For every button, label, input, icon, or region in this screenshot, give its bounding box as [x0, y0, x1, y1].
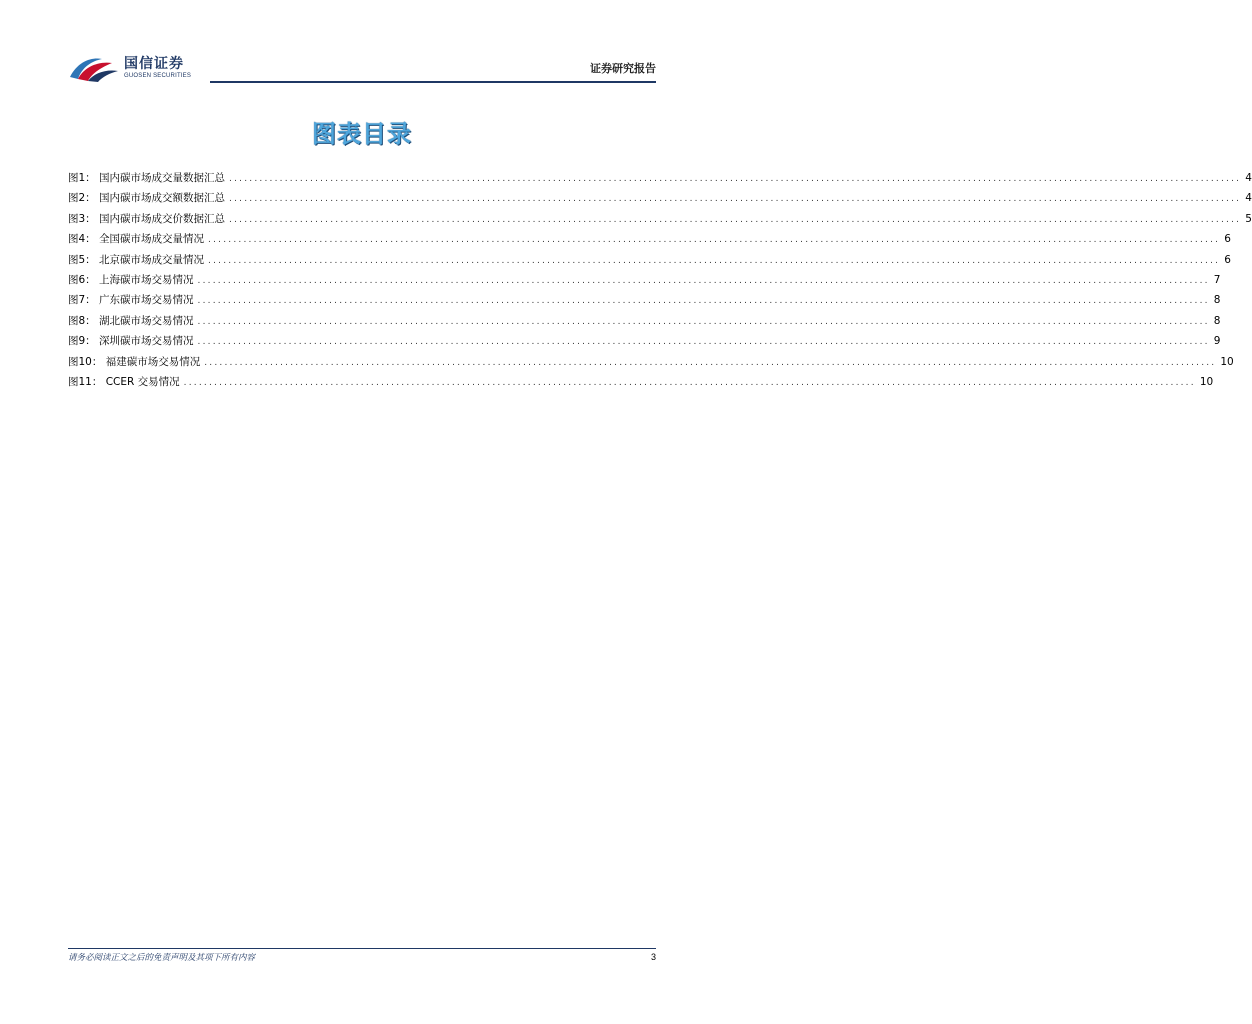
toc-list [68, 170, 1252, 394]
toc-entry-label: 图2： 国内碳市场成交额数据汇总 [68, 192, 226, 205]
toc-entry-label: 图8： 湖北碳市场交易情况 [68, 314, 194, 327]
page-number: 3 [650, 952, 656, 962]
toc-entry-label: 图10： 福建碳市场交易情况 [68, 355, 201, 368]
toc-entry[interactable] [68, 252, 1231, 272]
toc-entry-page: 4 [1245, 192, 1252, 205]
toc-entry-label: 图11： CCER 交易情况 [68, 375, 180, 388]
toc-entry[interactable] [68, 211, 1252, 231]
toc-entry[interactable] [68, 292, 1221, 312]
toc-entry-page: 8 [1213, 314, 1221, 327]
page-header [68, 48, 656, 88]
toc-entry-label: 图1： 国内碳市场成交量数据汇总 [68, 172, 226, 184]
toc-entry-page: 6 [1224, 253, 1231, 266]
toc-leader-dots: ........................................................................................................................................................................................................ [229, 214, 1242, 225]
header-divider [210, 81, 656, 83]
toc-entry-label: 图3： 国内碳市场成交价数据汇总 [68, 212, 226, 225]
toc-leader-dots: ........................................................................................................................................................................................................ [197, 337, 1210, 348]
toc-entry[interactable] [68, 272, 1221, 292]
toc-entry[interactable] [68, 170, 1252, 190]
toc-leader-dots: ........................................................................................................................................................................................................ [229, 194, 1242, 205]
toc-leader-dots: ........................................................................................................................................................................................................ [183, 377, 1196, 388]
report-type-label: 证券研究报告 [590, 62, 656, 75]
footer-disclaimer: 请务必阅读正文之后的免责声明及其项下所有内容 [68, 953, 256, 963]
toc-entry[interactable] [68, 313, 1221, 333]
toc-entry[interactable] [68, 374, 1214, 394]
toc-entry-page: 10 [1199, 375, 1214, 388]
toc-entry-label: 图4： 全国碳市场成交量情况 [68, 233, 205, 246]
toc-leader-dots: ........................................................................................................................................................................................................ [197, 316, 1210, 327]
toc-leader-dots: ........................................................................................................................................................................................................ [197, 275, 1210, 286]
toc-entry[interactable] [68, 333, 1221, 353]
toc-entry-page: 8 [1213, 294, 1221, 307]
toc-leader-dots: ........................................................................................................................................................................................................ [197, 296, 1210, 307]
toc-entry-label: 图7： 广东碳市场交易情况 [68, 294, 194, 307]
toc-entry[interactable] [68, 190, 1252, 210]
logo-chinese-name: 国信证券 [124, 56, 184, 72]
toc-leader-dots: ........................................................................................................................................................................................................ [229, 174, 1242, 184]
toc-entry-page: 7 [1213, 273, 1221, 286]
toc-entry-page: 6 [1224, 233, 1231, 246]
toc-entry-page: 9 [1213, 335, 1221, 348]
toc-entry-label: 图9： 深圳碳市场交易情况 [68, 335, 194, 348]
company-logo [68, 52, 191, 84]
logo-english-name: GUOSEN SECURITIES [124, 73, 192, 79]
toc-entry[interactable] [68, 354, 1234, 374]
guosen-logo-icon [68, 53, 120, 83]
toc-entry-label: 图6： 上海碳市场交易情况 [68, 273, 194, 286]
toc-entry-page: 10 [1220, 355, 1234, 368]
footer-divider [68, 948, 656, 949]
toc-title: 图表目录 [312, 120, 412, 148]
toc-entry[interactable] [68, 231, 1231, 251]
toc-leader-dots: ........................................................................................................................................................................................................ [208, 255, 1221, 266]
toc-entry-label: 图5： 北京碳市场成交量情况 [68, 253, 205, 266]
toc-entry-page: 5 [1245, 212, 1252, 225]
toc-leader-dots: ........................................................................................................................................................................................................ [208, 235, 1221, 246]
toc-entry-page: 4 [1245, 172, 1252, 184]
toc-leader-dots: ........................................................................................................................................................................................................ [204, 357, 1217, 368]
